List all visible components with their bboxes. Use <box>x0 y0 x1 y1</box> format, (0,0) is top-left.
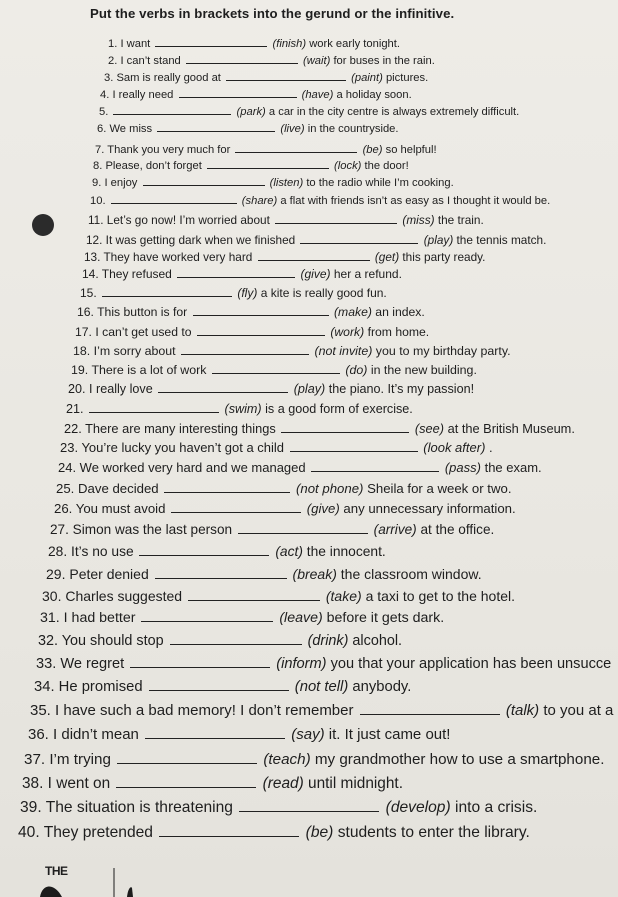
item-continuation: in the countryside. <box>307 123 399 135</box>
item-continuation: from home. <box>367 325 430 339</box>
item-verb: (break) <box>288 566 341 582</box>
answer-blank[interactable] <box>179 87 297 98</box>
item-continuation: an index. <box>375 305 425 319</box>
item-prompt: 29. Peter denied <box>46 566 153 582</box>
exercise-item <box>22 776 403 792</box>
item-continuation: any unnecessary information. <box>343 501 516 516</box>
exercise-item <box>95 142 437 158</box>
exercise-item <box>108 53 435 69</box>
item-verb: (look after) <box>419 440 490 455</box>
item-continuation: a car in the city centre is always extremely difficult. <box>268 106 520 118</box>
item-continuation: a taxi to get to the hotel. <box>365 588 515 604</box>
item-prompt: 38. I went on <box>22 775 115 792</box>
exercise-item <box>100 87 412 103</box>
answer-blank[interactable] <box>281 422 409 433</box>
item-verb: (do) <box>341 363 371 377</box>
item-continuation: you to my birthday party. <box>375 344 511 358</box>
exercise-item <box>56 481 512 497</box>
item-continuation: you that your application has been unsucce <box>330 656 612 672</box>
item-prompt: 22. There are many interesting things <box>64 421 280 436</box>
exercise-item <box>58 460 542 476</box>
answer-blank[interactable] <box>155 568 287 579</box>
item-prompt: 30. Charles suggested <box>42 588 186 604</box>
item-verb: (drink) <box>303 633 353 649</box>
item-continuation: anybody. <box>352 679 412 695</box>
item-prompt: 12. It was getting dark when we finished <box>86 233 299 247</box>
exercise-item <box>86 232 546 248</box>
item-continuation: pictures. <box>385 72 429 84</box>
exercise-item <box>40 610 444 626</box>
answer-blank[interactable] <box>226 70 346 81</box>
item-prompt: 31. I had better <box>40 610 140 626</box>
item-verb: (listen) <box>266 177 307 189</box>
item-verb: (make) <box>330 305 376 319</box>
item-continuation: her a refund. <box>333 267 402 281</box>
exercise-item <box>30 703 613 719</box>
item-verb: (park) <box>233 106 269 118</box>
exercise-item <box>18 825 530 841</box>
item-prompt: 8. Please, don’t forget <box>93 160 205 172</box>
item-verb: (work) <box>326 325 368 339</box>
exercise-item <box>50 522 494 538</box>
item-prompt: 19. There is a lot of work <box>71 363 210 377</box>
answer-blank[interactable] <box>89 402 219 413</box>
item-continuation: a flat with friends isn’t as easy as I thought it would be. <box>280 195 551 207</box>
item-prompt: 33. We regret <box>36 656 129 672</box>
item-continuation: Sheila for a week or two. <box>367 481 512 496</box>
item-prompt: 32. You should stop <box>38 633 168 649</box>
answer-blank[interactable] <box>275 213 397 224</box>
item-continuation: . <box>489 440 493 455</box>
item-prompt: 25. Dave decided <box>56 481 163 496</box>
answer-blank[interactable] <box>141 611 273 622</box>
item-verb: (be) <box>301 824 338 841</box>
answer-blank[interactable] <box>360 704 500 715</box>
exercise-item <box>80 285 387 301</box>
exercise-item <box>54 501 516 517</box>
item-continuation: the innocent. <box>306 544 386 559</box>
item-continuation: a holiday soon. <box>336 89 412 101</box>
answer-blank[interactable] <box>238 523 368 534</box>
item-verb: (see) <box>411 421 448 436</box>
item-prompt: 10. <box>90 195 109 207</box>
answer-blank[interactable] <box>158 382 288 393</box>
answer-blank[interactable] <box>164 482 290 493</box>
item-prompt: 40. They pretended <box>18 824 158 841</box>
item-continuation: it. It just came out! <box>328 726 451 743</box>
answer-blank[interactable] <box>207 158 329 169</box>
item-prompt: 28. It’s no use <box>48 544 138 559</box>
answer-blank[interactable] <box>157 121 275 132</box>
answer-blank[interactable] <box>155 36 267 47</box>
item-prompt: 14. They refused <box>82 267 176 281</box>
item-continuation: before it gets dark. <box>326 610 445 626</box>
item-verb: (be) <box>359 144 386 156</box>
answer-blank[interactable] <box>235 142 357 153</box>
item-continuation: to you at a <box>543 702 614 719</box>
item-prompt: 20. I really love <box>68 382 157 396</box>
answer-blank[interactable] <box>290 441 418 452</box>
item-verb: (lock) <box>330 160 365 172</box>
exercise-item <box>73 343 511 359</box>
answer-blank[interactable] <box>117 753 257 764</box>
item-prompt: 15. <box>80 286 101 300</box>
item-prompt: 1. I want <box>108 38 154 50</box>
item-verb: (inform) <box>272 656 331 672</box>
answer-blank[interactable] <box>258 250 370 261</box>
item-continuation: at the office. <box>420 522 495 537</box>
answer-blank[interactable] <box>116 777 256 788</box>
item-continuation: the classroom window. <box>340 566 482 582</box>
item-continuation: the exam. <box>484 460 542 475</box>
worksheet-title: Put the verbs in brackets into the gerund or the infinitive. <box>90 6 455 21</box>
item-continuation: work early tonight. <box>309 38 400 50</box>
item-verb: (leave) <box>275 610 327 626</box>
item-verb: (live) <box>277 123 308 135</box>
exercise-item <box>68 381 474 397</box>
exercise-item <box>66 401 413 417</box>
answer-blank[interactable] <box>212 363 340 374</box>
item-continuation: the piano. It’s my passion! <box>328 382 475 396</box>
answer-blank[interactable] <box>143 175 265 186</box>
answer-blank[interactable] <box>197 325 325 336</box>
exercise-item <box>75 324 429 340</box>
item-continuation: my grandmother how to use a smartphone. <box>314 751 605 768</box>
item-prompt: 5. <box>99 106 112 118</box>
item-continuation: the train. <box>437 213 484 227</box>
item-prompt: 11. Let’s go now! I’m worried about <box>88 213 274 227</box>
answer-blank[interactable] <box>113 104 231 115</box>
binder-hole <box>32 214 54 236</box>
exercise-item <box>71 362 477 378</box>
item-prompt: 16. This button is for <box>77 305 191 319</box>
exercise-item <box>48 544 386 560</box>
item-continuation: to the radio while I’m cooking. <box>306 177 454 189</box>
exercise-item <box>28 727 450 743</box>
exercise-item <box>108 36 400 52</box>
item-continuation: the tennis match. <box>456 233 547 247</box>
item-verb: (say) <box>287 726 329 743</box>
exercise-item <box>34 679 411 695</box>
item-verb: (get) <box>371 250 403 264</box>
exercise-item <box>97 121 399 137</box>
item-verb: (act) <box>271 544 307 559</box>
answer-blank[interactable] <box>130 657 270 668</box>
item-prompt: 3. Sam is really good at <box>104 72 225 84</box>
item-continuation: in the new building. <box>370 363 477 377</box>
exercise-item <box>93 158 409 174</box>
answer-blank[interactable] <box>171 502 301 513</box>
item-prompt: 36. I didn’t mean <box>28 726 144 743</box>
exercise-item <box>42 588 515 604</box>
exercise-item <box>24 752 604 768</box>
answer-blank[interactable] <box>102 286 232 297</box>
exercise-item <box>38 633 402 649</box>
exercise-item <box>60 440 493 456</box>
item-prompt: 7. Thank you very much for <box>95 144 234 156</box>
item-verb: (talk) <box>501 702 544 719</box>
item-verb: (not invite) <box>311 344 376 358</box>
exercise-item <box>92 175 454 191</box>
answer-blank[interactable] <box>149 680 289 691</box>
item-verb: (read) <box>258 775 309 792</box>
item-continuation: at the British Museum. <box>447 421 575 436</box>
item-verb: (develop) <box>381 799 455 816</box>
item-verb: (teach) <box>259 751 315 768</box>
item-continuation: the door! <box>364 160 409 172</box>
item-continuation: students to enter the library. <box>337 824 530 841</box>
item-prompt: 35. I have such a bad memory! I don’t remember <box>30 702 358 719</box>
item-prompt: 39. The situation is threatening <box>20 799 238 816</box>
exercise-item <box>104 70 428 86</box>
item-continuation: is a good form of exercise. <box>265 402 413 416</box>
footer-brand: THE <box>45 864 68 878</box>
answer-blank[interactable] <box>311 461 439 472</box>
answer-blank[interactable] <box>159 826 299 837</box>
item-verb: (have) <box>298 89 337 101</box>
exercise-item <box>99 104 519 120</box>
item-continuation: alcohol. <box>352 633 403 649</box>
item-prompt: 13. They have worked very hard <box>84 250 256 264</box>
item-continuation: for buses in the rain. <box>333 55 435 67</box>
item-prompt: 6. We miss <box>97 123 156 135</box>
item-verb: (not phone) <box>292 481 368 496</box>
item-verb: (give) <box>303 501 344 516</box>
item-prompt: 23. You’re lucky you haven’t got a child <box>60 440 288 455</box>
exercise-item <box>36 656 611 672</box>
item-continuation: this party ready. <box>402 250 486 264</box>
item-prompt: 34. He promised <box>34 679 147 695</box>
item-prompt: 18. I’m sorry about <box>73 344 180 358</box>
exercise-item <box>64 421 575 437</box>
exercise-item <box>46 566 482 582</box>
item-prompt: 27. Simon was the last person <box>50 522 236 537</box>
exercise-item <box>77 304 425 320</box>
item-prompt: 4. I really need <box>100 89 177 101</box>
answer-blank[interactable] <box>181 344 309 355</box>
item-verb: (not tell) <box>290 679 353 695</box>
item-verb: (finish) <box>269 38 310 50</box>
item-verb: (swim) <box>221 402 266 416</box>
item-continuation: until midnight. <box>308 775 403 792</box>
item-prompt: 24. We worked very hard and we managed <box>58 460 310 475</box>
answer-blank[interactable] <box>111 193 237 204</box>
exercise-item <box>88 212 484 228</box>
item-continuation: into a crisis. <box>455 799 538 816</box>
answer-blank[interactable] <box>193 305 329 316</box>
item-verb: (play) <box>290 382 329 396</box>
exercise-item <box>82 266 402 282</box>
item-continuation: a kite is really good fun. <box>260 286 387 300</box>
item-verb: (miss) <box>399 213 438 227</box>
item-prompt: 2. I can’t stand <box>108 55 184 67</box>
answer-blank[interactable] <box>170 634 302 645</box>
item-prompt: 26. You must avoid <box>54 501 170 516</box>
item-verb: (arrive) <box>369 522 421 537</box>
answer-blank[interactable] <box>188 590 320 601</box>
answer-blank[interactable] <box>300 233 418 244</box>
item-prompt: 21. <box>66 402 88 416</box>
item-verb: (share) <box>238 195 281 207</box>
item-verb: (fly) <box>234 286 261 300</box>
answer-blank[interactable] <box>239 801 379 812</box>
item-prompt: 17. I can’t get used to <box>75 325 195 339</box>
exercise-item <box>84 249 485 265</box>
answer-blank[interactable] <box>186 53 298 64</box>
item-continuation: so helpful! <box>385 144 437 156</box>
answer-blank[interactable] <box>139 545 269 556</box>
item-verb: (wait) <box>299 55 334 67</box>
item-prompt: 9. I enjoy <box>92 177 141 189</box>
item-prompt: 37. I’m trying <box>24 751 116 768</box>
exercise-item <box>90 193 550 209</box>
exercise-item <box>20 800 537 816</box>
item-verb: (play) <box>420 233 457 247</box>
item-verb: (give) <box>297 267 334 281</box>
answer-blank[interactable] <box>145 728 285 739</box>
item-verb: (pass) <box>441 460 485 475</box>
answer-blank[interactable] <box>177 267 295 278</box>
item-verb: (paint) <box>348 72 386 84</box>
item-verb: (take) <box>321 588 366 604</box>
